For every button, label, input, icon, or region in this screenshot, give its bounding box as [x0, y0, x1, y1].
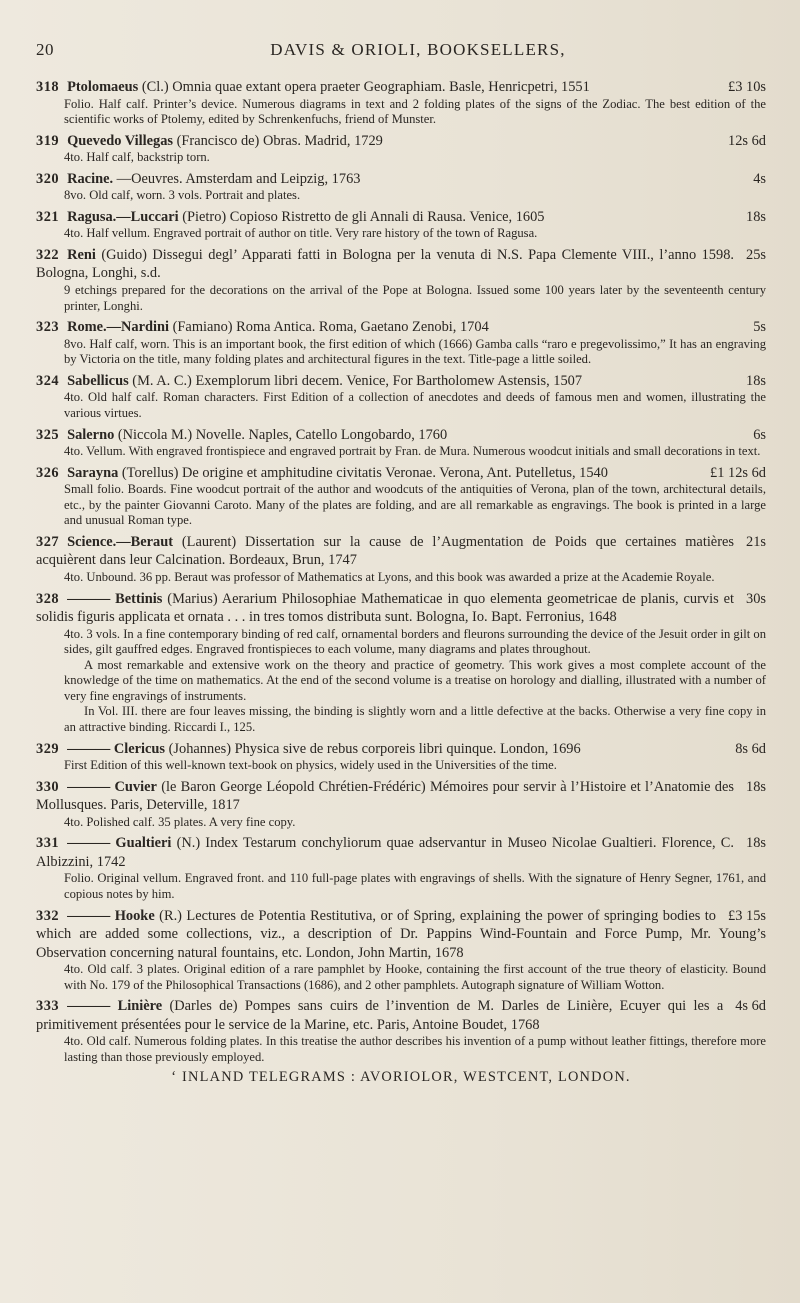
entry-heading	[36, 997, 766, 1034]
entry-price: 8s 6d	[735, 740, 766, 757]
entry-heading	[36, 426, 766, 445]
catalogue-entry	[36, 78, 766, 128]
entry-price: 25s	[746, 246, 766, 263]
entry-description: 4to. Half vellum. Engraved portrait of author on title. Very rare history of the town of Ragusa.	[64, 226, 538, 241]
entry-heading	[36, 78, 766, 97]
catalogue-entry	[36, 170, 766, 204]
entry-author: Racine.	[67, 170, 114, 187]
entry-title: (Johannes) Physica sive de rebus corporeis libri quinque. London, 1696	[168, 740, 581, 757]
entry-author: Ragusa.—Luccari	[67, 208, 179, 225]
entry-description: In Vol. III. there are four leaves missing, the binding is slightly worn and a little defective at the backs. Otherwise a very fine copy in an attractive binding. Riccardi I., 125.	[64, 704, 766, 735]
entry-description: 4to. Unbound. 36 pp. Beraut was professor of Mathematics at Lyons, and this book was awarded a prize at the Academie Royale.	[64, 569, 715, 584]
entry-title: (Torellus) De origine et amphitudine civitatis Veronae. Verona, Ant. Putelletus, 1540	[121, 464, 608, 481]
entry-heading	[36, 533, 766, 570]
entry-description: 4to. Old half calf. Roman characters. First Edition of a collection of anecdotes and deeds of famous men and women, illustrating the various virtues.	[64, 390, 766, 420]
entry-author: Salerno	[67, 426, 115, 443]
entry-price: £3 10s	[728, 79, 766, 95]
entry-title: —Oeuvres. Amsterdam and Leipzig, 1763	[116, 170, 361, 187]
lot-number: 332	[36, 907, 60, 924]
lot-number: 333	[36, 998, 60, 1015]
lot-number: 324	[36, 372, 60, 389]
entry-price: 30s	[746, 590, 766, 607]
catalogue-entry	[36, 208, 766, 242]
entry-author: Quevedo Villegas	[67, 132, 174, 149]
catalogue-entry	[36, 590, 766, 736]
lot-number: 330	[36, 778, 60, 795]
entry-description: First Edition of this well-known text-book on physics, widely used in the Universities of the time.	[64, 758, 557, 773]
entry-description: 4to. Old calf. Numerous folding plates. In this treatise the author describes his invention of a pump without leather fittings, therefore more lasting than those previously employed.	[64, 1034, 766, 1064]
page-header	[36, 40, 766, 60]
catalogue-entry	[36, 997, 766, 1065]
catalogue-entries	[36, 78, 766, 1065]
entry-price: 21s	[746, 533, 766, 550]
entry-author: Sabellicus	[67, 372, 129, 389]
entry-heading	[36, 590, 766, 627]
lot-number: 331	[36, 835, 60, 852]
entry-description: A most remarkable and extensive work on the theory and practice of geometry. This work gives a most complete account of the knowledge of the time on mathematics. At the end of the second volume is a treatise on horology and dialling, illustrated with a number of very fine engravings of instruments.	[64, 657, 766, 703]
entry-description: Folio. Half calf. Printer’s device. Numerous diagrams in text and 2 folding plates of the signs of the Zodiac. The best edition of the scientific works of Ptolemy, edited by Schrenkenfuchs, friend of Munster.	[64, 96, 766, 127]
entry-price: 18s	[746, 208, 766, 225]
lot-number: 321	[36, 208, 60, 225]
entry-description: 4to. Polished calf. 35 plates. A very fine copy.	[64, 814, 296, 829]
entry-price: 18s	[746, 778, 766, 795]
entry-description: 4to. 3 vols. In a fine contemporary binding of red calf, ornamental borders and fleurons surrounding the device of the Jesuit order in gilt on sides, gilt gauffred edges. Engraved frontispieces to each volume, many diagrams and plates throughout.	[64, 626, 766, 657]
lot-number: 328	[36, 590, 60, 607]
entry-description: 8vo. Half calf, worn. This is an important book, the first edition of which (1666) Gamba calls “raro e pregevolissimo,” It has an engraving by Victoria on the title, many folding plates and architectural figures in the text. Title-page a little soiled.	[64, 336, 766, 367]
entry-heading	[36, 246, 766, 283]
entry-author: Reni	[67, 246, 96, 263]
entry-price: £3 15s	[728, 907, 766, 924]
catalogue-entry	[36, 426, 766, 460]
entry-description: 4to. Old calf. 3 plates. Original edition of a rare pamphlet by Hooke, containing the first account of the true theory of elasticity. Bound with No. 179 of the Philosophical Transactions (1686), and 2 other pamphlets. Autograph signature of William Wotton.	[64, 962, 766, 992]
lot-number: 318	[36, 79, 60, 95]
entry-heading	[36, 834, 766, 871]
entry-author: ——— Gualtieri	[67, 835, 172, 852]
lot-number: 322	[36, 246, 60, 263]
catalogue-entry	[36, 372, 766, 422]
running-title: DAVIS & ORIOLI, BOOKSELLERS,	[270, 40, 566, 59]
entry-title: (M. A. C.) Exemplorum libri decem. Venice, For Bartholomew Astensis, 1507	[132, 372, 583, 389]
entry-title: (Famiano) Roma Antica. Roma, Gaetano Zenobi, 1704	[172, 319, 489, 336]
entry-description: 9 etchings prepared for the decorations on the arrival of the Pope at Bologna. Issued some 100 years later by the seventeenth century printer, Longhi.	[64, 282, 766, 313]
entry-price: 6s	[753, 426, 766, 443]
entry-title: (N.) Index Testarum conchyliorum quae adservantur in Museo Nicolae Gualtieri. Florence, C. Albizzini, 1742	[36, 835, 734, 870]
entry-author: ——— Clericus	[67, 740, 166, 757]
entry-heading	[36, 132, 766, 151]
catalogue-entry	[36, 464, 766, 529]
catalogue-entry	[36, 132, 766, 166]
lot-number: 326	[36, 464, 60, 481]
lot-number: 319	[36, 132, 60, 149]
lot-number: 323	[36, 319, 60, 336]
entry-title: (Pietro) Copioso Ristretto de gli Annali di Rausa. Venice, 1605	[182, 208, 545, 225]
entry-description: 4to. Vellum. With engraved frontispiece and engraved portrait by Fran. de Mura. Numerous woodcut initials and small decorations in text.	[64, 444, 761, 459]
entry-price: £1 12s 6d	[710, 464, 766, 481]
entry-price: 18s	[746, 835, 766, 852]
catalogue-entry	[36, 740, 766, 774]
catalogue-entry	[36, 318, 766, 368]
entry-heading	[36, 170, 766, 189]
lot-number: 320	[36, 170, 60, 187]
entry-title: (Cl.) Omnia quae extant opera praeter Geographiam. Basle, Henricpetri, 1551	[141, 79, 590, 95]
catalogue-entry	[36, 778, 766, 831]
entry-price: 4s	[753, 170, 766, 187]
entry-author: Ptolomaeus	[67, 79, 139, 95]
lot-number: 329	[36, 740, 60, 757]
entry-heading	[36, 464, 766, 483]
entry-title: (Niccola M.) Novelle. Naples, Catello Longobardo, 1760	[117, 426, 448, 443]
entry-price: 5s	[753, 319, 766, 336]
lot-number: 327	[36, 533, 60, 550]
entry-title: (Laurent) Dissertation sur la cause de l’Augmentation de Poids que certaines matières acquièrent dans leur Calcination. Bordeaux, Brun, 1747	[36, 533, 734, 569]
page-number: 20	[36, 40, 54, 59]
telegram-footer: ‘ INLAND TELEGRAMS : AVORIOLOR, WESTCENT, LONDON.	[171, 1069, 631, 1086]
entry-title: (Darles de) Pompes sans cuirs de l’invention de M. Darles de Linière, Ecuyer qui les a primitivement présentées pour le service de la Marine, etc. Paris, Antoine Boudet, 1768	[36, 998, 724, 1033]
entry-author: Science.—Beraut	[67, 533, 173, 550]
entry-title: (le Baron George Léopold Chrétien-Frédéric) Mémoires pour servir à l’Histoire et l’Anatomie des Mollusques. Paris, Deterville, 1817	[36, 778, 734, 814]
entry-description: 4to. Half calf, backstrip torn.	[64, 150, 210, 165]
entry-author: ——— Cuvier	[67, 778, 157, 795]
entry-author: Sarayna	[67, 464, 119, 481]
catalogue-entry	[36, 834, 766, 902]
entry-heading	[36, 778, 766, 815]
entry-price: 4s 6d	[735, 998, 766, 1015]
entry-title: (Guido) Dissegui degl’ Apparati fatti in Bologna per la venuta di N.S. Papa Clemente VIII., l’anno 1598. Bologna, Longhi, s.d.	[36, 246, 734, 282]
entry-description: 8vo. Old calf, worn. 3 vols. Portrait and plates.	[64, 188, 301, 203]
entry-title: (Marius) Aerarium Philosophiae Mathematicae in quo elementa geometricae de planis, curvis et solidis figuris applicata et ornata . . . in tres tomos distributa sunt. Bologna, Io. Bapt. Ferronius, 1648	[36, 590, 734, 625]
entry-heading	[36, 372, 766, 391]
entry-author: Rome.—Nardini	[67, 319, 170, 336]
entry-price: 18s	[746, 372, 766, 389]
entry-heading	[36, 318, 766, 337]
entry-heading	[36, 208, 766, 227]
entry-author: ——— Linière	[67, 998, 163, 1015]
entry-description: Small folio. Boards. Fine woodcut portrait of the author and woodcuts of the antiquities of Verona, plan of the town, architectural details, etc., by the painter Giovanni Caroto. Many of the plates are folding, and are all remarkable as engravings. The book is printed in a large and unusual Roman type.	[64, 482, 766, 528]
lot-number: 325	[36, 426, 60, 443]
entry-price: 12s 6d	[728, 132, 766, 149]
entry-heading	[36, 740, 766, 759]
entry-title: (R.) Lectures de Potentia Restitutiva, or of Spring, explaining the power of springing bodies to which are added some collections, viz., a description of Dr. Pappins Wind-Fountain and Force Pump, Mr. Young’s Observation concerning natural fountains, etc. London, John Martin, 1678	[36, 907, 766, 961]
entry-author: ——— Bettinis	[67, 590, 163, 607]
catalogue-entry	[36, 246, 766, 314]
entry-description: Folio. Original vellum. Engraved front. and 110 full-page plates with engravings of shells. With the signature of Henry Segner, 1761, and copious notes by him.	[64, 871, 766, 901]
catalogue-entry	[36, 533, 766, 586]
entry-author: ——— Hooke	[67, 907, 155, 924]
catalogue-entry	[36, 907, 766, 994]
entry-title: (Francisco de) Obras. Madrid, 1729	[176, 132, 383, 149]
entry-heading	[36, 907, 766, 963]
